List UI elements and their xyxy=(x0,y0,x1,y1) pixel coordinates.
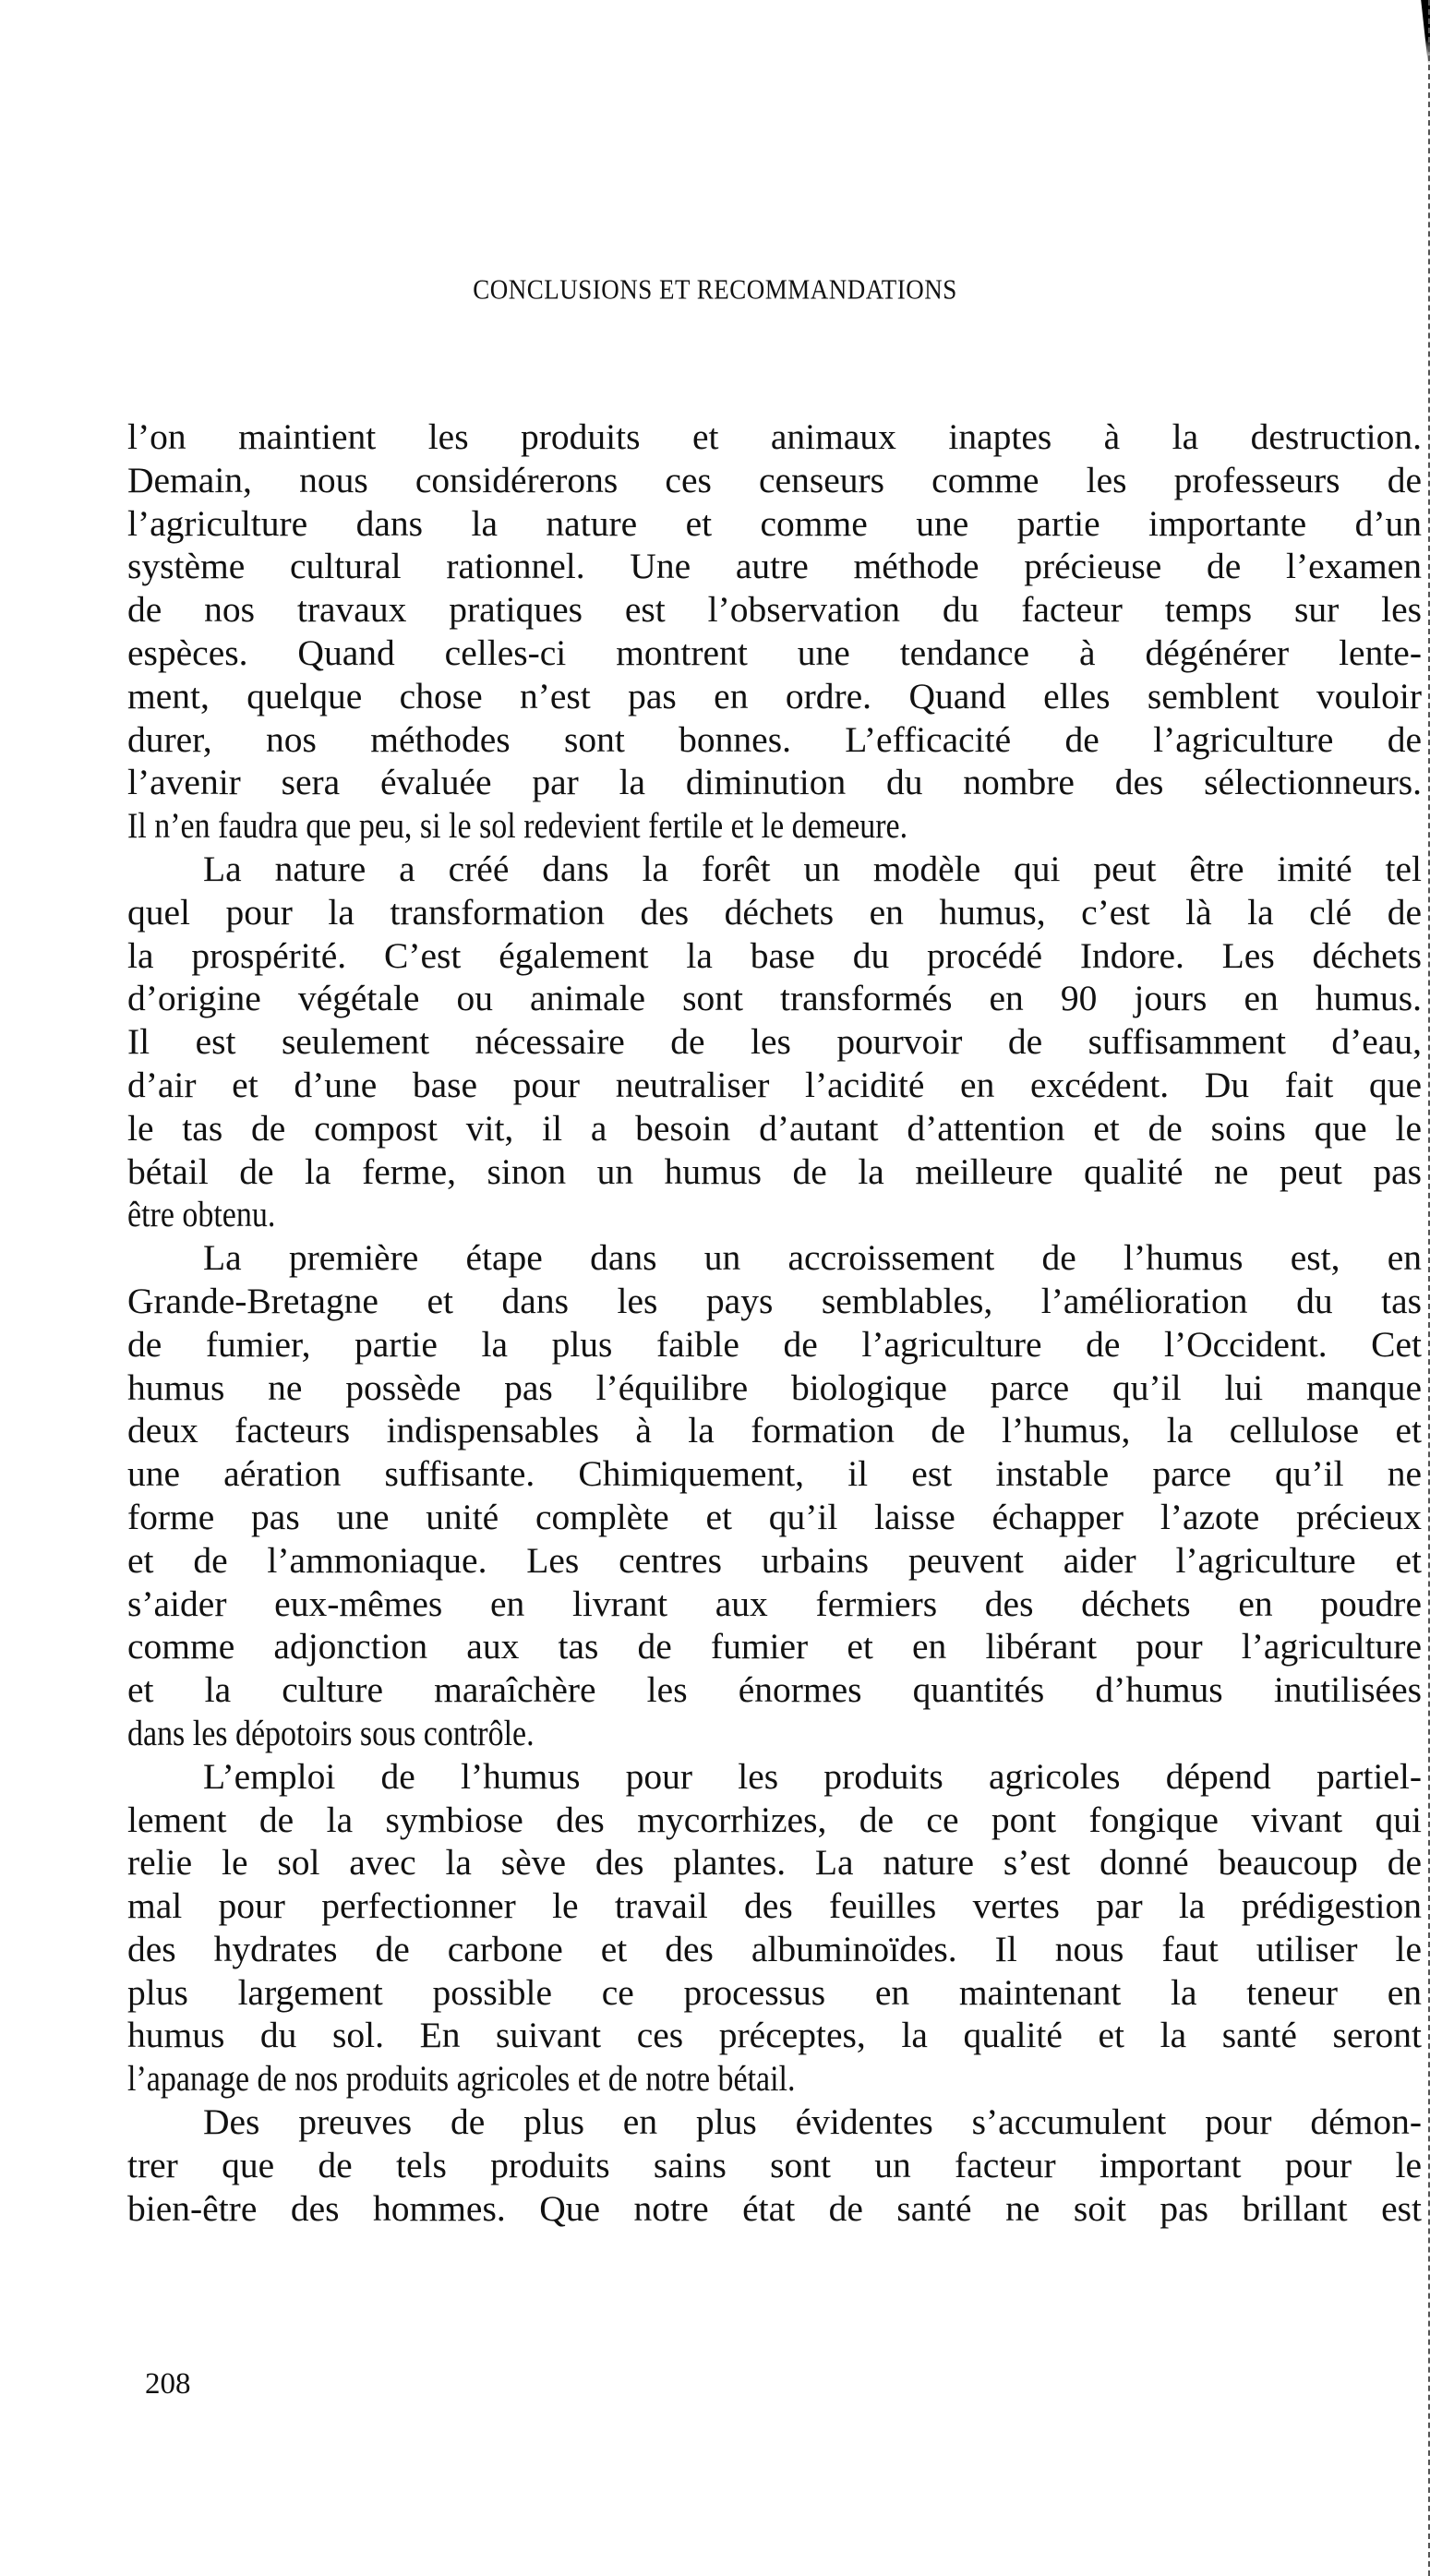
paragraph xyxy=(127,848,1422,1236)
text-line: de fumier, partie la plus faible de l’agriculture de l’Occident. Cet xyxy=(127,1323,1422,1365)
text-line: plus largement possible ce processus en maintenant la teneur en xyxy=(127,1971,1422,2013)
text-line: L’emploi de l’humus pour les produits agricoles dépend partiel- xyxy=(203,1755,1422,1797)
text-line: quel pour la transformation des déchets en humus, c’est là la clé de xyxy=(127,891,1422,933)
text-line: la prospérité. C’est également la base du procédé Indore. Les déchets xyxy=(127,934,1422,976)
text-line: forme pas une unité complète et qu’il laisse échapper l’azote précieux xyxy=(127,1496,1422,1537)
text-line: mal pour perfectionner le travail des feuilles vertes par la prédigestion xyxy=(127,1885,1422,1927)
text-line: durer, nos méthodes sont bonnes. L’efficacité de l’agriculture de xyxy=(127,718,1422,760)
text-line: Il est seulement nécessaire de les pourvoir de suffisamment d’eau, xyxy=(127,1021,1422,1063)
running-head: CONCLUSIONS ET RECOMMANDATIONS xyxy=(473,272,957,306)
text-line: et de l’ammoniaque. Les centres urbains peuvent aider l’agriculture et xyxy=(127,1539,1422,1581)
text-line: système cultural rationnel. Une autre méthode précieuse de l’examen xyxy=(127,546,1422,587)
text-line: La nature a créé dans la forêt un modèle qui peut être imité tel xyxy=(203,848,1422,889)
text-line: espèces. Quand celles-ci montrent une tendance à dégénérer lente- xyxy=(127,632,1422,673)
text-line: s’aider eux-mêmes en livrant aux fermiers des déchets en poudre xyxy=(127,1583,1422,1624)
paragraph xyxy=(127,415,1422,848)
paragraph xyxy=(127,2101,1422,2230)
text-line: l’apanage de nos produits agricoles et de notre bétail. xyxy=(127,2058,796,2100)
text-line: trer que de tels produits sains sont un facteur important pour le xyxy=(127,2144,1422,2185)
text-line: humus du sol. En suivant ces préceptes, la qualité et la santé seront xyxy=(127,2015,1422,2056)
text-line: bétail de la ferme, sinon un humus de la meilleure qualité ne peut pas xyxy=(127,1150,1422,1192)
body-text xyxy=(127,415,1422,2230)
paragraph xyxy=(127,1236,1422,1755)
text-line: comme adjonction aux tas de fumier et en libérant pour l’agriculture xyxy=(127,1626,1422,1667)
text-line: d’origine végétale ou animale sont transformés en 90 jours en humus. xyxy=(127,978,1422,1019)
text-line: et la culture maraîchère les énormes quantités d’humus inutilisées xyxy=(127,1669,1422,1711)
text-line: relie le sol avec la sève des plantes. La nature s’est donné beaucoup de xyxy=(127,1842,1422,1884)
text-line: Il n’en faudra que peu, si le sol redevient fertile et le demeure. xyxy=(127,805,908,847)
text-line: Des preuves de plus en plus évidentes s’accumulent pour démon- xyxy=(203,2101,1422,2143)
text-line: de nos travaux pratiques est l’observation du facteur temps sur les xyxy=(127,589,1422,631)
text-line: bien-être des hommes. Que notre état de santé ne soit pas brillant est xyxy=(127,2187,1422,2229)
text-line: être obtenu. xyxy=(127,1194,276,1235)
text-line: l’agriculture dans la nature et comme une partie importante d’un xyxy=(127,502,1422,544)
text-line: d’air et d’une base pour neutraliser l’acidité en excédent. Du fait que xyxy=(127,1064,1422,1105)
text-line: lement de la symbiose des mycorrhizes, de ce pont fongique vivant qui xyxy=(127,1799,1422,1840)
text-line: Demain, nous considérerons ces censeurs comme les professeurs de xyxy=(127,459,1422,500)
text-line: dans les dépotoirs sous contrôle. xyxy=(127,1712,535,1753)
text-line: ment, quelque chose n’est pas en ordre. Quand elles semblent vouloir xyxy=(127,675,1422,716)
paragraph xyxy=(127,1755,1422,2101)
page-number: 208 xyxy=(145,2367,191,2401)
text-line: La première étape dans un accroissement de l’humus est, en xyxy=(203,1237,1422,1279)
text-line: des hydrates de carbone et des albuminoïdes. Il nous faut utiliser le xyxy=(127,1928,1422,1969)
text-line: humus ne possède pas l’équilibre biologique parce qu’il lui manque xyxy=(127,1366,1422,1408)
text-line: Grande-Bretagne et dans les pays semblables, l’amélioration du tas xyxy=(127,1280,1422,1321)
text-line: une aération suffisante. Chimiquement, il est instable parce qu’il ne xyxy=(127,1453,1422,1495)
text-line: l’avenir sera évaluée par la diminution du nombre des sélectionneurs. xyxy=(127,762,1422,803)
scan-edge-border xyxy=(1421,0,1430,2576)
text-line: le tas de compost vit, il a besoin d’autant d’attention et de soins que le xyxy=(127,1107,1422,1149)
text-line: deux facteurs indispensables à la formation de l’humus, la cellulose et xyxy=(127,1410,1422,1451)
text-line: l’on maintient les produits et animaux inaptes à la destruction. xyxy=(127,416,1422,457)
